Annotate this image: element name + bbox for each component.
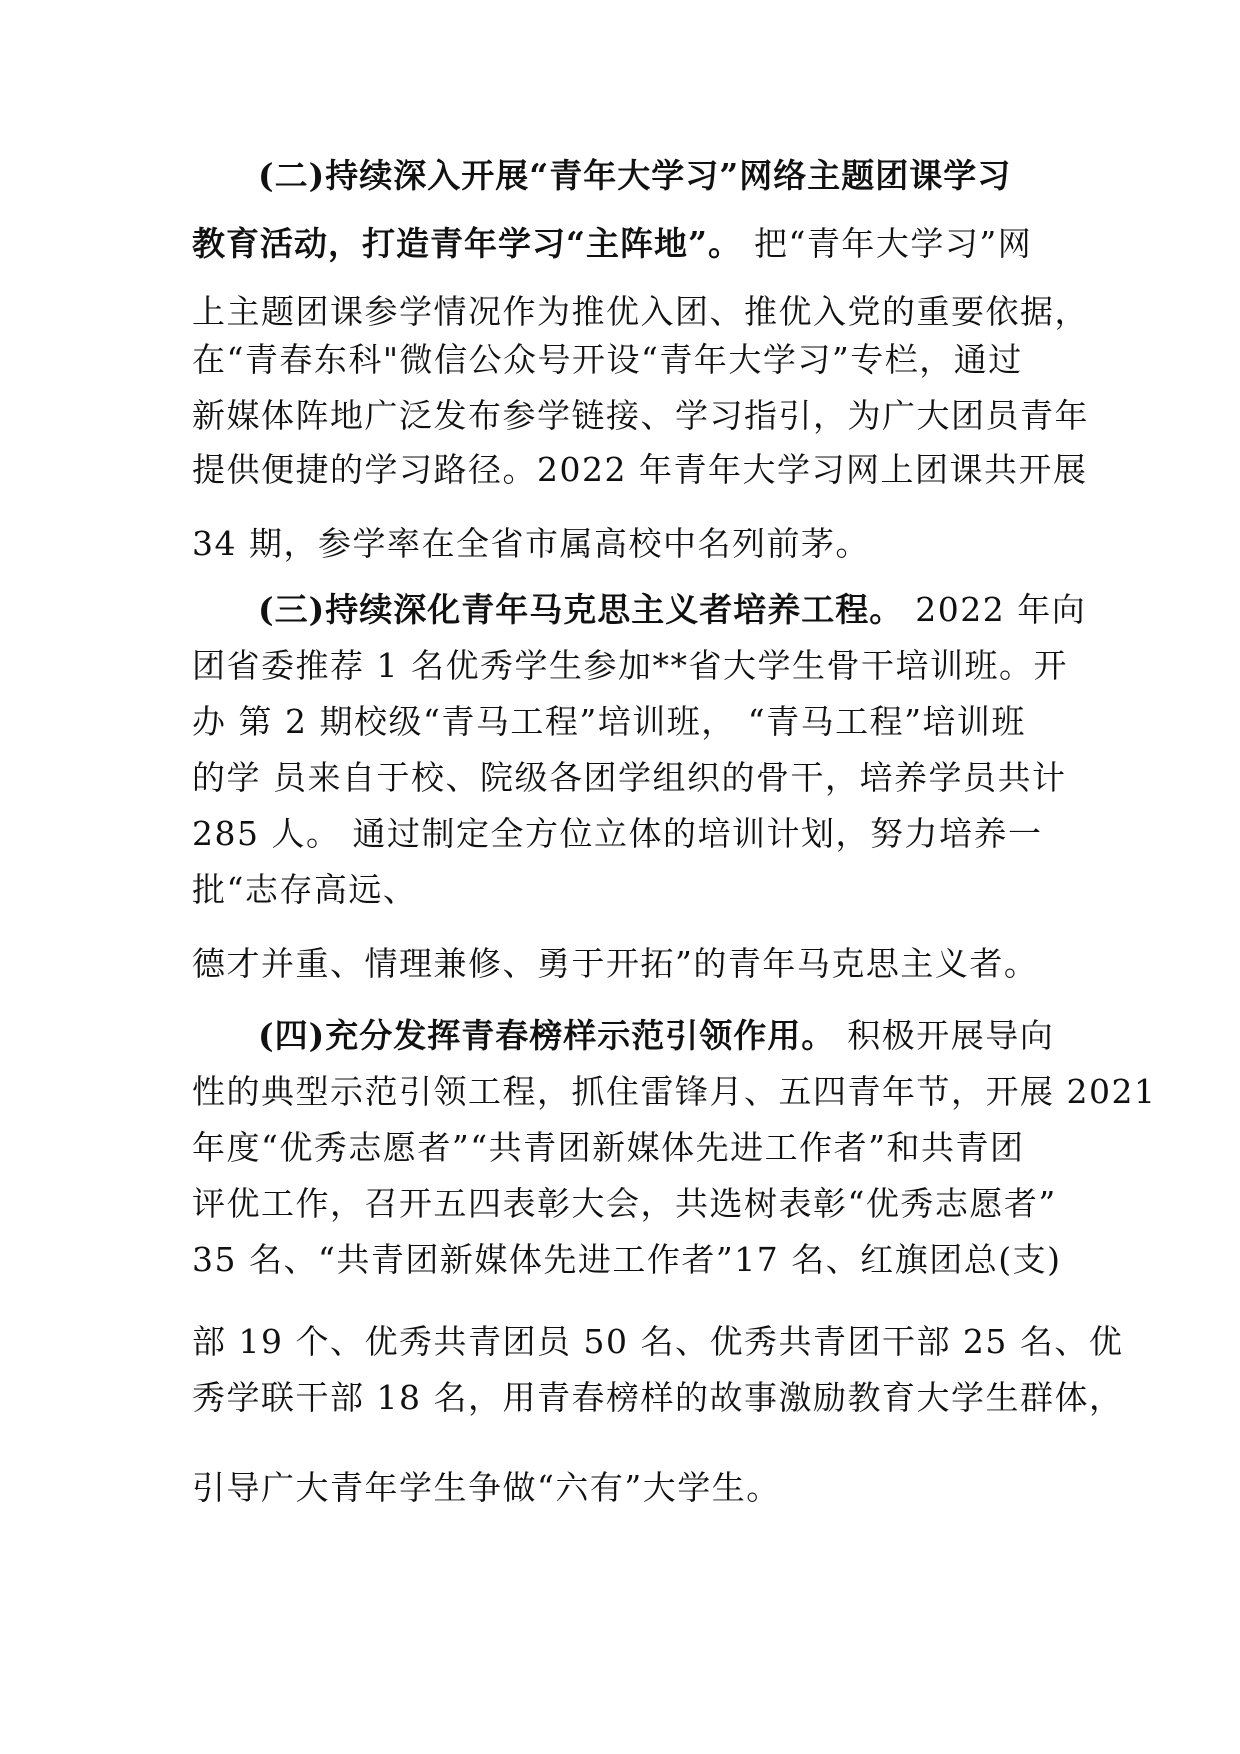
- paragraph-line: [192, 1466, 781, 1510]
- paragraph-line: [192, 812, 1042, 856]
- paragraph-line: [192, 338, 1023, 382]
- line-text: 批“志存高远、: [192, 870, 418, 909]
- paragraph-line: [192, 700, 1026, 744]
- paragraph-line: [192, 1126, 1024, 1170]
- paragraph-line: [192, 942, 1038, 986]
- section-heading: (四)充分发挥青春榜样示范引领作用。: [258, 1016, 836, 1055]
- paragraph-line: [192, 756, 1067, 800]
- line-text: 引导广大青年学生争做“六有”大学生。: [192, 1468, 781, 1507]
- paragraph-line: [192, 1376, 1123, 1420]
- paragraph-line: [192, 1320, 1123, 1364]
- paragraph-line: [258, 588, 1086, 632]
- paragraph-line: [258, 1014, 1054, 1058]
- line-text: 35 名、“共青团新媒体先进工作者”17 名、红旗团总(支): [192, 1240, 1062, 1279]
- line-text: 34 期，参学率在全省市属高校中名列前茅。: [192, 524, 870, 563]
- line-text: 积极开展导向: [835, 1016, 1055, 1055]
- paragraph-line: [192, 394, 1089, 438]
- paragraph-line: [192, 1070, 1156, 1114]
- line-text: 评优工作，召开五四表彰大会，共选树表彰“优秀志愿者”: [192, 1184, 1057, 1223]
- line-text: 秀学联干部 18 名，用青春榜样的故事激励教育大学生群体，: [192, 1378, 1124, 1417]
- section-heading: 教育活动，打造青年学习“主阵地”。: [192, 224, 742, 263]
- line-text: 办 第 2 期校级“青马工程”培训班， “青马工程”培训班: [192, 702, 1026, 741]
- section-heading: (三)持续深化青年马克思主义者培养工程。: [258, 590, 904, 629]
- line-text: 在“青春东科"微信公众号开设“青年大学习”专栏，通过: [192, 340, 1023, 379]
- line-text: 2022 年向: [903, 590, 1087, 629]
- line-text: 上主题团课参学情况作为推优入团、推优入党的重要依据，: [192, 292, 1089, 331]
- paragraph-line: [192, 1182, 1057, 1226]
- line-text: 年度“优秀志愿者”“共青团新媒体先进工作者”和共青团: [192, 1128, 1025, 1167]
- paragraph-line: [258, 154, 1011, 198]
- paragraph-line: [192, 290, 1089, 334]
- section-heading: (二)持续深入开展“青年大学习”网络主题团课学习: [258, 156, 1012, 195]
- line-text: 把“青年大学习”网: [741, 224, 1033, 263]
- line-text: 德才并重、情理兼修、勇于开拓”的青年马克思主义者。: [192, 944, 1039, 983]
- paragraph-line: [192, 448, 1087, 492]
- paragraph-line: [192, 868, 417, 912]
- line-text: 的学 员来自于校、院级各团学组织的骨干，培养学员共计: [192, 758, 1067, 797]
- line-text: 性的典型示范引领工程，抓住雷锋月、五四青年节，开展 2021: [192, 1072, 1157, 1111]
- line-text: 团省委推荐 1 名优秀学生参加**省大学生骨干培训班。开: [192, 646, 1068, 685]
- paragraph-line: [192, 222, 1032, 266]
- paragraph-line: [192, 522, 870, 566]
- paragraph-line: [192, 1238, 1061, 1282]
- line-text: 部 19 个、优秀共青团员 50 名、优秀共青团干部 25 名、优: [192, 1322, 1124, 1361]
- paragraph-line: [192, 644, 1068, 688]
- line-text: 新媒体阵地广泛发布参学链接、学习指引，为广大团员青年: [192, 396, 1089, 435]
- line-text: 提供便捷的学习路径。2022 年青年大学习网上团课共开展: [192, 450, 1088, 489]
- line-text: 285 人。 通过制定全方位立体的培训计划，努力培养一: [192, 814, 1043, 853]
